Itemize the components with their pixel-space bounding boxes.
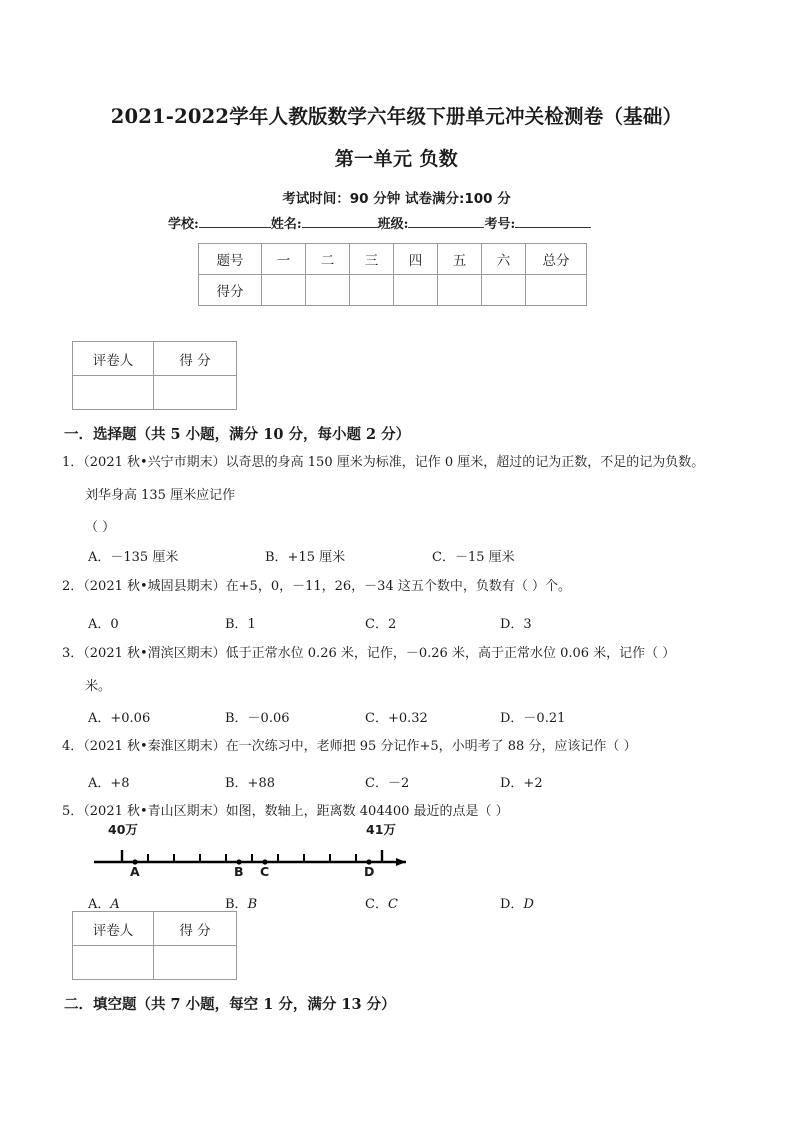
question-5-stem: 5．（2021 秋•青山区期末）如图，数轴上，距离数 404400 最近的点是（ ） xyxy=(62,804,509,819)
number-line-left-label: 40万 xyxy=(108,822,138,837)
number-line-point-b-label: B xyxy=(234,864,244,879)
number-line-figure xyxy=(90,822,410,884)
question-5-option-b-prefix: B． xyxy=(225,897,248,912)
question-3-option-b[interactable]: B．－0.06 xyxy=(225,711,290,726)
question-5-option-c[interactable] xyxy=(365,893,398,912)
question-5-option-a-prefix: A． xyxy=(88,897,111,912)
question-5-option-c-prefix: C． xyxy=(365,897,388,912)
number-line-point-d-label: D xyxy=(364,864,375,879)
question-2-stem: 2．（2021 秋•城固县期末）在+5，0，－11，26，－34 这五个数中，负数有（ ）个。 xyxy=(62,579,571,594)
question-5-option-c-value: C xyxy=(387,897,398,912)
table-row xyxy=(73,912,237,946)
question-4-option-a[interactable]: A．+8 xyxy=(88,776,130,791)
question-5-option-a-value: A xyxy=(110,897,120,912)
question-1-option-b[interactable]: B．+15 厘米 xyxy=(265,550,346,565)
class-input[interactable] xyxy=(408,215,484,228)
score-input[interactable] xyxy=(154,946,237,980)
question-5-option-b[interactable] xyxy=(225,893,257,912)
col-header-4: 四 xyxy=(394,244,438,275)
question-4-stem: 4．（2021 秋•秦淮区期末）在一次练习中，老师把 95 分记作+5，小明考了 88 分，应该记作（ ） xyxy=(62,739,637,754)
student-info-line xyxy=(168,213,668,232)
name-input[interactable] xyxy=(302,215,378,228)
reviewer-label: 评卷人 xyxy=(73,342,154,376)
question-2-option-d[interactable]: D．3 xyxy=(500,617,532,632)
question-1-option-c[interactable]: C．－15 厘米 xyxy=(432,550,515,565)
col-header-total: 总分 xyxy=(526,244,587,275)
question-1-option-a[interactable]: A．－135 厘米 xyxy=(88,550,179,565)
col-header-2: 二 xyxy=(306,244,350,275)
row-label-question-no: 题号 xyxy=(199,244,262,275)
score-label: 得 分 xyxy=(154,912,237,946)
question-5-option-d-value: D xyxy=(523,897,534,912)
question-5-option-b-value: B xyxy=(247,897,258,912)
question-3-stem-cont: 米。 xyxy=(85,679,112,694)
table-row xyxy=(199,244,587,275)
question-3-option-c[interactable]: C．+0.32 xyxy=(365,711,428,726)
question-3-option-d[interactable]: D．－0.21 xyxy=(500,711,566,726)
score-input[interactable] xyxy=(154,376,237,410)
col-header-5: 五 xyxy=(438,244,482,275)
number-line-point-c-label: C xyxy=(260,864,270,879)
question-2-option-c[interactable]: C．2 xyxy=(365,617,397,632)
score-cell-4[interactable] xyxy=(394,275,438,306)
score-cell-1[interactable] xyxy=(262,275,306,306)
question-4-option-b[interactable]: B．+88 xyxy=(225,776,275,791)
row-label-score: 得分 xyxy=(199,275,262,306)
question-5-option-a[interactable] xyxy=(88,893,120,912)
grader-box-section-2 xyxy=(72,911,237,980)
col-header-3: 三 xyxy=(350,244,394,275)
score-cell-6[interactable] xyxy=(482,275,526,306)
table-row xyxy=(73,376,237,410)
number-line-point-a-label: A xyxy=(130,864,140,879)
reviewer-input[interactable] xyxy=(73,376,154,410)
table-row xyxy=(199,275,587,306)
question-1-stem-cont: 刘华身高 135 厘米应记作 xyxy=(85,488,236,503)
question-2-option-b[interactable]: B．1 xyxy=(225,617,256,632)
score-cell-5[interactable] xyxy=(438,275,482,306)
section-heading-fill-blank: 二．填空题（共 7 小题，每空 1 分，满分 13 分） xyxy=(64,996,396,1013)
page-subtitle: 第一单元 负数 xyxy=(334,148,459,170)
exam-no-label: 考号: xyxy=(484,217,516,232)
class-label: 班级: xyxy=(377,217,409,232)
question-3-stem: 3．（2021 秋•渭滨区期末）低于正常水位 0.26 米，记作，－0.26 米，高于正常水位 0.06 米，记作（ ） xyxy=(62,646,676,661)
exam-no-input[interactable] xyxy=(515,215,591,228)
question-1-answer-blank[interactable]: （ ） xyxy=(85,520,116,535)
score-label: 得 分 xyxy=(154,342,237,376)
section-heading-choice: 一．选择题（共 5 小题，满分 10 分，每小题 2 分） xyxy=(64,426,411,443)
question-3-option-a[interactable]: A．+0.06 xyxy=(88,711,151,726)
question-4-option-d[interactable]: D．+2 xyxy=(500,776,543,791)
school-label: 学校: xyxy=(168,217,199,232)
exam-meta: 考试时间：90 分钟 试卷满分:100 分 xyxy=(282,191,511,207)
col-header-6: 六 xyxy=(482,244,526,275)
question-5-option-d-prefix: D． xyxy=(500,897,524,912)
grader-box-section-1 xyxy=(72,341,237,410)
page-title: 2021-2022学年人教版数学六年级下册单元冲关检测卷（基础） xyxy=(110,105,683,128)
col-header-1: 一 xyxy=(262,244,306,275)
reviewer-input[interactable] xyxy=(73,946,154,980)
question-4-option-c[interactable]: C．－2 xyxy=(365,776,410,791)
score-cell-2[interactable] xyxy=(306,275,350,306)
question-1-stem: 1．（2021 秋•兴宁市期末）以奇思的身高 150 厘米为标准，记作 0 厘米，超过的记为正数，不足的记为负数。 xyxy=(62,455,705,470)
score-summary-table xyxy=(198,243,587,306)
reviewer-label: 评卷人 xyxy=(73,912,154,946)
table-row xyxy=(73,342,237,376)
question-5-option-d[interactable] xyxy=(500,893,534,912)
school-input[interactable] xyxy=(199,215,271,228)
number-line-right-label: 41万 xyxy=(366,822,396,837)
score-cell-total[interactable] xyxy=(526,275,587,306)
score-cell-3[interactable] xyxy=(350,275,394,306)
question-2-option-a[interactable]: A．0 xyxy=(88,617,119,632)
table-row xyxy=(73,946,237,980)
name-label: 姓名: xyxy=(270,217,302,232)
